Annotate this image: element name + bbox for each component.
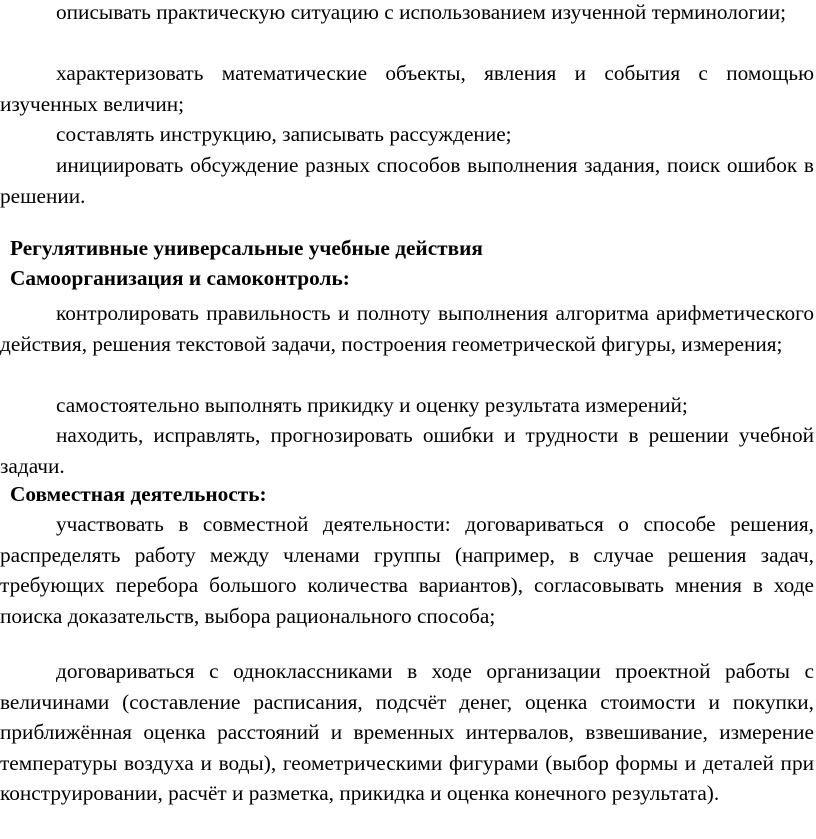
paragraph-estimate-measurements: самостоятельно выполнять прикидку и оценку результата измерений; bbox=[56, 393, 688, 417]
paragraph-agree-classmates: договариваться с одноклассниками в ходе организации проектной работы с величинами (составление расписания, подсчёт денег, оценка стоимости и покупки, приближённая оценка расстояний и временных интервалов, взвешивание, измерение температуры воздуха и воды), геометрическими фигурами (выбор формы и деталей при конструировании, расчёт и разметка, прикидка и оценка конечного результата). bbox=[0, 659, 814, 806]
heading-self-organization: Самоорганизация и самоконтроль: bbox=[10, 266, 350, 290]
heading-joint-activity: Совместная деятельность: bbox=[10, 482, 267, 506]
paragraph-characterize-objects: характеризовать математические объекты, явления и события с помощью изученных величин; bbox=[0, 61, 814, 116]
paragraph-find-errors: находить, исправлять, прогнозировать ошибки и трудности в решении учебной задачи. bbox=[0, 423, 814, 478]
heading-regulatory-actions: Регулятивные универсальные учебные действия bbox=[10, 236, 483, 260]
paragraph-control-correctness: контролировать правильность и полноту выполнения алгоритма арифметического действия, решения текстовой задачи, построения геометрической фигуры, измерения; bbox=[0, 301, 814, 356]
paragraph-describe-situation: описывать практическую ситуацию с использованием изученной терминологии; bbox=[56, 0, 787, 24]
paragraph-participate-joint: участвовать в совместной деятельности: договариваться о способе решения, распределять работу между членами группы (например, в случае решения задач, требующих перебора большого количества вариантов), согласовывать мнения в ходе поиска доказательств, выбора рационального способа; bbox=[0, 512, 814, 628]
paragraph-compose-instruction: составлять инструкцию, записывать рассуждение; bbox=[56, 122, 512, 146]
paragraph-initiate-discussion: инициировать обсуждение разных способов выполнения задания, поиск ошибок в решении. bbox=[0, 153, 814, 208]
